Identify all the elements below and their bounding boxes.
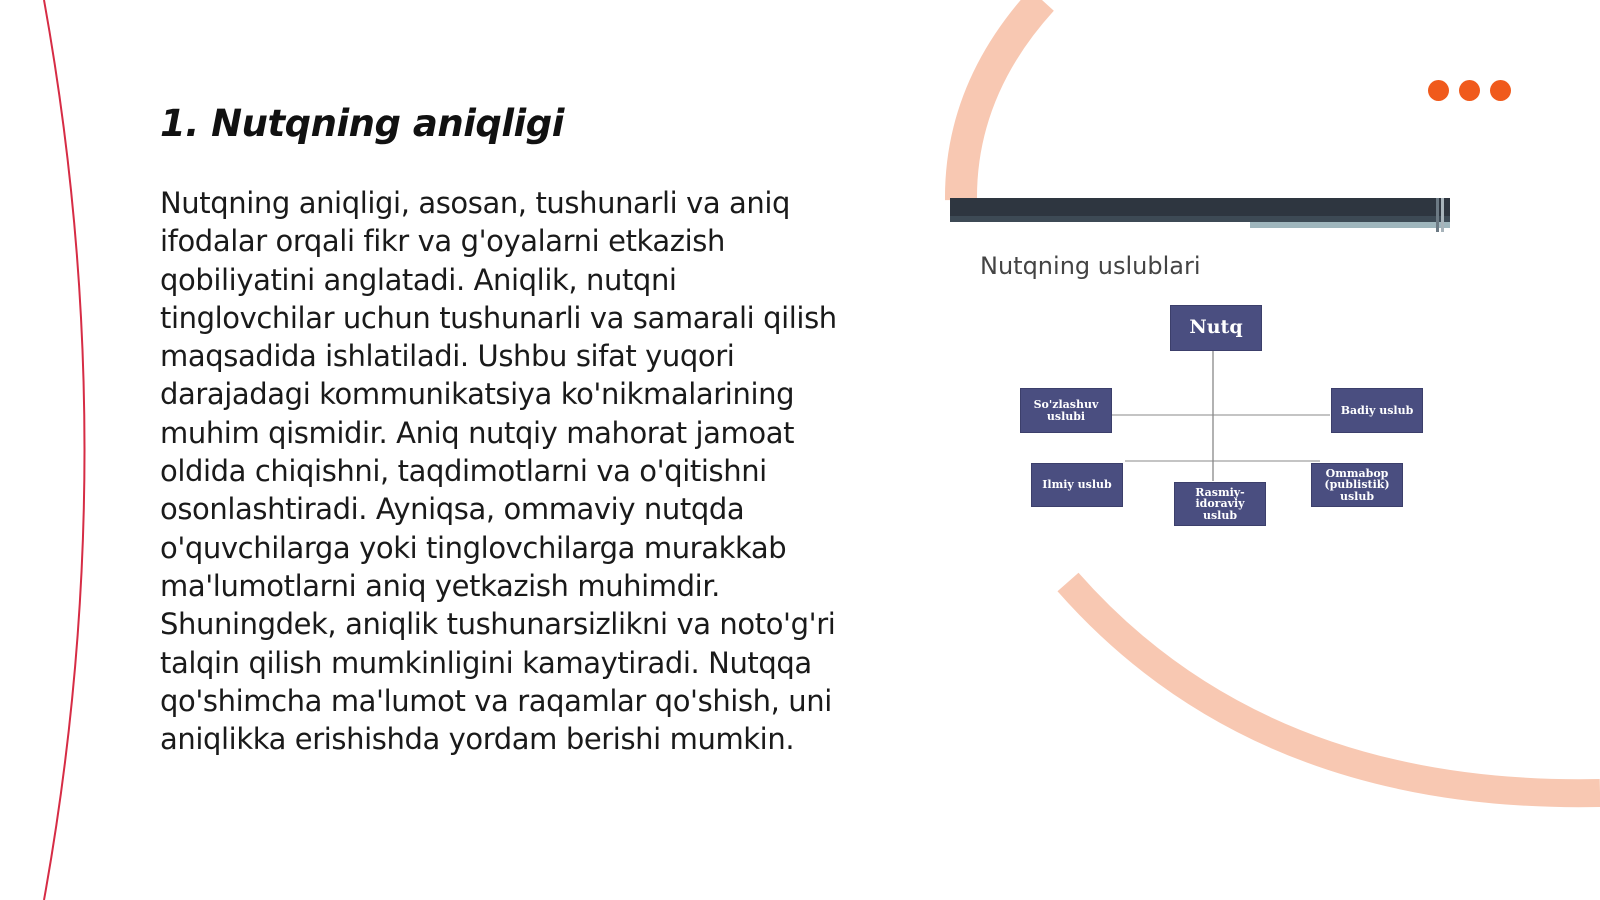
bottom-peach-arc [1068, 582, 1600, 793]
diagram-node-ommabop: Ommabop (publistik) uslub [1311, 463, 1403, 507]
dot-icon [1459, 80, 1480, 101]
embedded-slide-image [950, 198, 1450, 538]
dot-icon [1490, 80, 1511, 101]
left-red-curve [44, 0, 85, 900]
diagram-node-badiiy: Badiy uslub [1331, 388, 1423, 433]
embedded-slide-caption: Nutqning uslublari [980, 252, 1201, 280]
diagram-node-rasmiy: Rasmiy-idoraviy uslub [1174, 482, 1266, 526]
dot-icon [1428, 80, 1449, 101]
top-peach-arc [961, 0, 1042, 200]
diagram-node-ilmiy: Ilmiy uslub [1031, 463, 1123, 507]
diagram-node-sozlashuv: So'zlashuv uslubi [1020, 388, 1112, 433]
slide-title: 1. Nutqning aniqligi [160, 102, 564, 145]
diagram-node-root: Nutq [1170, 305, 1262, 351]
slide-body-text: Nutqning aniqligi, asosan, tushunarli va aniq ifodalar orqali fikr va g'oyalarni etkazish qobiliyatini anglatadi. Aniqlik, nutqni tinglovchilar uchun tushunarli va samarali qilish maqsadida ishlatiladi. Ushbu sifat yuqori darajadagi kommunikatsiya ko'nikmalarining muhim qismidir. Aniq nutqiy mahorat jamoat oldida chiqishni, taqdimotlarni va o'qitishni osonlashtiradi. Ayniqsa, ommaviy nutqda o'quvchilarga yoki tinglovchilarga murakkab ma'lumotlarni aniq yetkazish muhimdir. Shuningdek, aniqlik tushunarsizlikni va noto'g'ri talqin qilish mumkinligini kamaytiradi. Nutqqa qo'shimcha ma'lumot va raqamlar qo'shish, uni aniqlikka erishishda yordam berishi mumkin. [160, 186, 837, 757]
